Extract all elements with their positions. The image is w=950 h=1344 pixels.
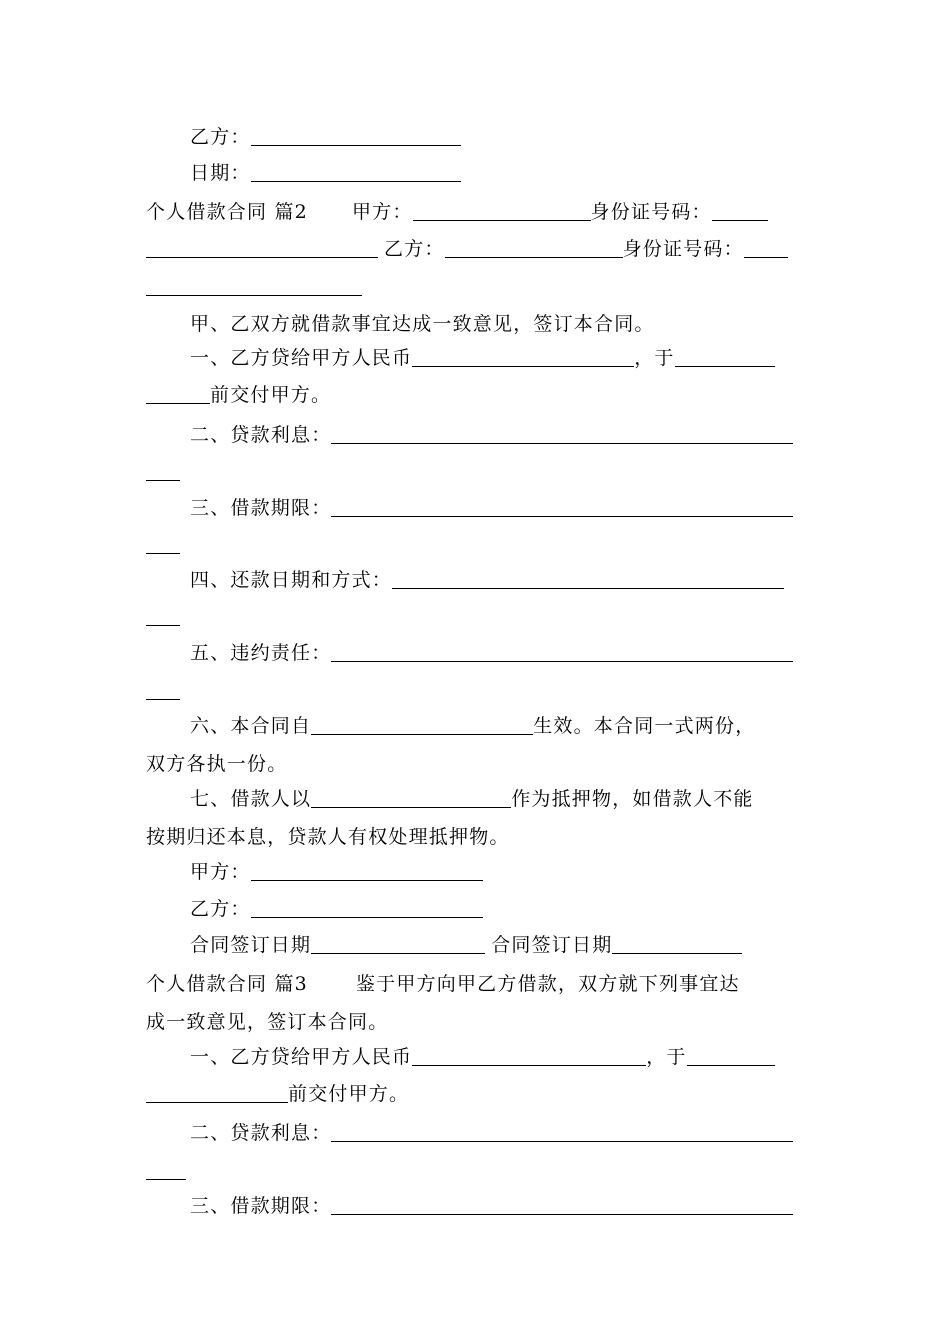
blank-line <box>146 625 180 626</box>
id-continuation-line <box>146 268 808 306</box>
contract-2-title: 个人借款合同 篇2 <box>146 201 308 223</box>
party-b-signature-line-2: 乙方： <box>146 890 808 928</box>
blank-line <box>311 807 511 808</box>
blank-line <box>146 1102 288 1103</box>
blank-line <box>687 1065 775 1066</box>
signing-date-line: 合同签订日期 合同签订日期 <box>146 926 808 964</box>
blank-line <box>146 1179 186 1180</box>
contract-3-clause-1: 一、乙方贷给甲方人民币 ，于 <box>146 1038 808 1076</box>
clause-7-collateral: 七、借款人以 作为抵押物，如借款人不能 <box>190 788 754 810</box>
blank-line <box>146 403 210 404</box>
clause-2-interest: 二、贷款利息： <box>146 416 808 454</box>
blank-line <box>612 953 742 954</box>
contract-3-title: 个人借款合同 篇3 <box>146 973 308 995</box>
blank-line <box>331 1214 793 1215</box>
clause-4-repayment: 四、还款日期和方式： <box>146 561 808 599</box>
blank-line <box>251 145 461 146</box>
agreement-intro: 甲、乙双方就借款事宜达成一致意见，签订本合同。 <box>190 313 655 335</box>
date-signature-line: 日期： <box>146 154 808 192</box>
contract-3-header-line: 个人借款合同 篇3 鉴于甲方向甲乙方借款，双方就下列事宜达 <box>146 973 740 995</box>
blank-line <box>311 734 533 735</box>
blank-line <box>412 366 634 367</box>
contract-2-header-line: 个人借款合同 篇2 甲方： 身份证号码： <box>146 193 808 231</box>
contract-3-clause-2-interest: 二、贷款利息： <box>146 1114 808 1152</box>
blank-line <box>146 553 180 554</box>
blank-line <box>412 1065 646 1066</box>
blank-line <box>251 181 461 182</box>
clause-6-effective: 六、本合同自 生效。本合同一式两份， <box>190 715 756 737</box>
blank-line <box>331 516 793 517</box>
contract-3-clause-3-term: 三、借款期限： <box>146 1187 808 1225</box>
blank-line <box>331 661 793 662</box>
blank-line <box>331 443 793 444</box>
blank-line <box>146 699 180 700</box>
blank-line <box>146 295 362 296</box>
clause-3-term: 三、借款期限： <box>146 489 808 527</box>
blank-line <box>146 480 180 481</box>
party-a-signature-line: 甲方： <box>146 853 808 891</box>
clause-1-line: 一、乙方贷给甲方人民币 ，于 <box>146 339 808 377</box>
blank-line <box>331 1141 793 1142</box>
blank-line <box>675 366 775 367</box>
blank-line <box>311 953 485 954</box>
blank-line <box>251 917 483 918</box>
blank-line <box>413 220 591 221</box>
contract-3-clause-1-continuation: 前交付甲方。 <box>146 1075 808 1113</box>
blank-line <box>712 220 768 221</box>
clause-1-continuation: 前交付甲方。 <box>146 376 808 414</box>
clause-5-breach: 五、违约责任： <box>146 634 808 672</box>
blank-line <box>744 257 788 258</box>
blank-line <box>392 588 784 589</box>
contract-3-intro-continuation: 成一致意见，签订本合同。 <box>146 1011 389 1033</box>
party-b-signature-line: 乙方： <box>146 118 808 156</box>
blank-line <box>445 257 623 258</box>
party-b-id-line: 乙方： 身份证号码： <box>146 230 808 268</box>
clause-6-continuation: 双方各执一份。 <box>146 753 288 775</box>
blank-line <box>251 880 483 881</box>
clause-7-continuation: 按期归还本息，贷款人有权处理抵押物。 <box>146 826 510 848</box>
blank-line <box>146 257 378 258</box>
